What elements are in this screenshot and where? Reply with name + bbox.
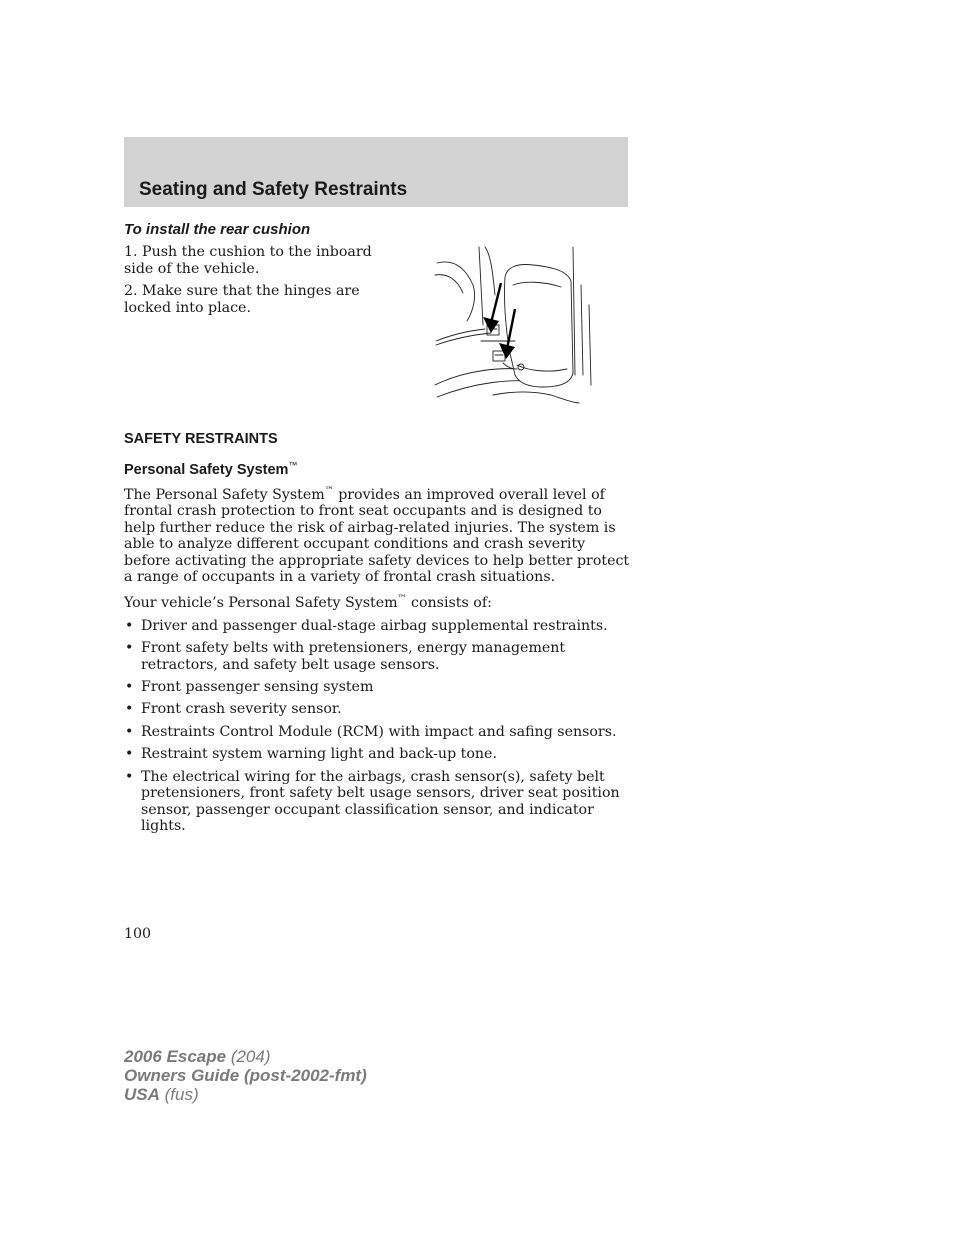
list-item: • Restraint system warning light and back-up tone. — [124, 746, 634, 762]
trademark-mark: ™ — [397, 594, 407, 605]
footer-model-code: (204) — [226, 1047, 271, 1066]
install-step: 1. Push the cushion to the inboard side of the vehicle. — [124, 244, 372, 277]
list-item: • Front crash severity sensor. — [124, 701, 634, 717]
consists-text-part2: consists of: — [406, 595, 492, 612]
list-item: • Front passenger sensing system — [124, 679, 634, 695]
safety-body — [124, 483, 634, 840]
personal-safety-system-heading — [124, 460, 297, 478]
consists-text-part1: Your vehicle’s Personal Safety System — [124, 595, 398, 612]
footer-market: USA — [124, 1085, 160, 1104]
trademark-mark: ™ — [324, 486, 334, 496]
footer-line-2 — [124, 1066, 367, 1085]
footer-model: 2006 Escape — [124, 1047, 227, 1066]
intro-text-part1: The Personal Safety System — [124, 487, 325, 503]
safety-restraints-heading: SAFETY RESTRAINTS — [124, 431, 278, 447]
list-item: • Restraints Control Module (RCM) with impact and safing sensors. — [124, 724, 634, 740]
list-item: • The electrical wiring for the airbags, crash sensor(s), safety belt pretensioners, front safety belt usage sensors, driver seat position sensor, passenger occupant classification sensor, and indicator lights. — [124, 769, 634, 835]
footer-market-code: (fus) — [159, 1085, 199, 1104]
section-header-band — [124, 137, 628, 207]
intro-text-part2: provides an improved overall level of frontal crash protection to front seat occupants and is designed to help further reduce the risk of airbag-related injuries. The system is able to analyze different occupant conditions and crash severity before activating the appropriate safety devices to help better protect a range of occupants in a variety of frontal crash situations. — [124, 487, 630, 586]
page-number: 100 — [124, 926, 152, 942]
footer-line-3 — [124, 1085, 367, 1104]
consists-paragraph — [124, 591, 634, 611]
footer-line-1 — [124, 1047, 367, 1066]
list-item: • Front safety belts with pretensioners, energy management retractors, and safety belt usage sensors. — [124, 640, 634, 673]
install-heading: To install the rear cushion — [124, 221, 311, 238]
rear-cushion-illustration — [433, 245, 593, 405]
components-list — [124, 618, 634, 834]
list-item: • Driver and passenger dual-stage airbag supplemental restraints. — [124, 618, 634, 634]
install-steps — [124, 244, 384, 322]
footer-guide: Owners Guide (post-2002-fmt) — [124, 1066, 367, 1085]
install-step: 2. Make sure that the hinges are locked into place. — [124, 283, 360, 316]
intro-paragraph — [124, 483, 634, 585]
trademark-mark: ™ — [288, 460, 298, 470]
pss-heading-text: Personal Safety System — [124, 462, 289, 478]
section-title: Seating and Safety Restraints — [139, 179, 408, 200]
document-footer — [124, 1047, 367, 1104]
